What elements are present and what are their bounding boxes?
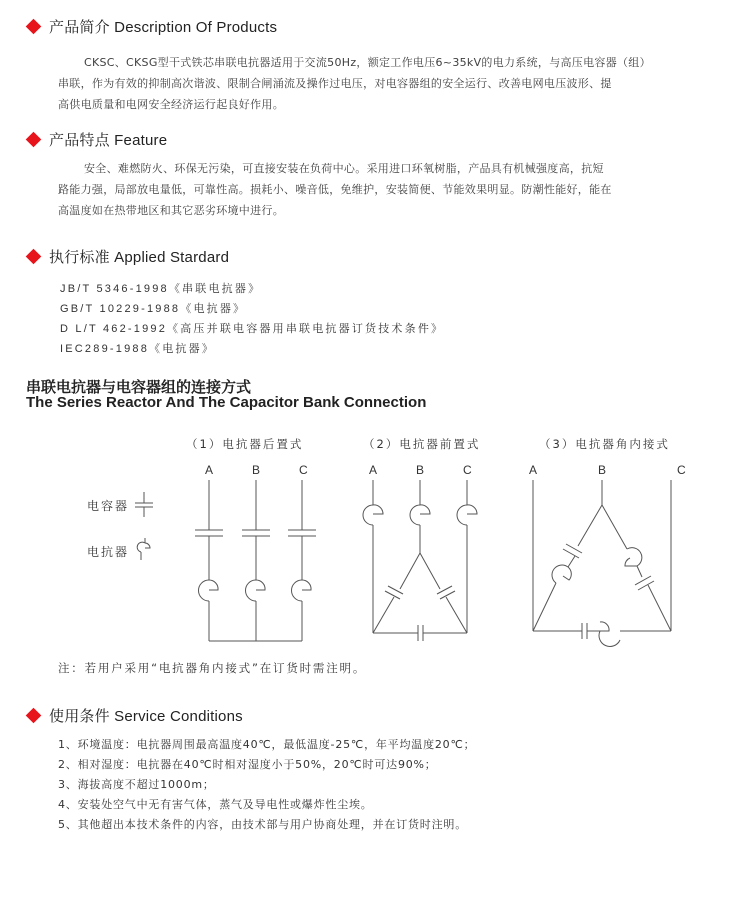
diamond-bullet-icon (26, 248, 42, 264)
phase-b-branch (242, 480, 270, 641)
diamond-bullet-icon (26, 707, 42, 723)
standard-item: GB/T 10229-1988《电抗器》 (60, 303, 247, 315)
diamond-bullet-icon (26, 131, 42, 147)
reactor-symbol-icon (137, 538, 150, 560)
text-line: CKSC、CKSG型干式铁芯串联电抗器适用于交流50Hz，额定工作电压6~35kV的电力系统，与高压电容器（组） (84, 56, 651, 69)
diagram-1-title: （1）电抗器后置式 (186, 437, 304, 451)
section-title: 执行标准 Applied Stardard (49, 248, 230, 266)
diagram-1-circuit (195, 480, 316, 641)
phase-label: B (416, 463, 425, 477)
section-header-conditions (26, 704, 243, 726)
section-header-standard (26, 245, 229, 267)
phase-c-branch (288, 480, 316, 641)
legend-capacitor-label: 电容器 (87, 499, 130, 513)
condition-item: 5、其他超出本技术条件的内容，由技术部与用户协商处理，并在订货时注明。 (58, 818, 467, 831)
description-paragraph (58, 52, 708, 115)
section-header-description (26, 15, 277, 37)
section-title: 使用条件 Service Conditions (49, 707, 243, 725)
standard-item: IEC289-1988《电抗器》 (60, 343, 216, 355)
condition-item: 2、相对湿度：电抗器在40℃时相对湿度小于50%，20℃时可达90%； (58, 758, 437, 771)
phase-label: C (299, 463, 308, 477)
capacitor-symbol-icon (135, 492, 153, 517)
phase-label: C (677, 463, 686, 477)
phase-label: B (598, 463, 607, 477)
section-title: 产品特点 Feature (49, 131, 168, 149)
phase-label: A (369, 463, 378, 477)
text-line: 串联，作为有效的抑制高次谐波、限制合闸涌流及操作过电压，对电容器组的安全运行、改善电网电压波形、提 (58, 77, 612, 90)
condition-item: 3、海拔高度不超过1000m； (58, 778, 215, 791)
phase-a-branch (195, 480, 223, 641)
phase-label: A (529, 463, 538, 477)
phase-label: C (463, 463, 472, 477)
connection-title-cn: 串联电抗器与电容器组的连接方式 (26, 379, 252, 396)
connection-title-en: The Series Reactor And The Capacitor Bank Connection (26, 394, 427, 411)
diagram-2-circuit (363, 480, 477, 641)
condition-item: 4、安装处空气中无有害气体，蒸气及导电性或爆炸性尘埃。 (58, 798, 373, 811)
section-title: 产品简介 Description Of Products (49, 18, 278, 36)
section-header-feature (26, 128, 167, 150)
diamond-bullet-icon (26, 18, 42, 34)
feature-paragraph (58, 158, 708, 221)
text-line: 高温度如在热带地区和其它恶劣环境中进行。 (58, 204, 284, 217)
standard-item: D L/T 462-1992《高压并联电容器用串联电抗器订货技术条件》 (60, 323, 445, 335)
diagram-3-title: （3）电抗器角内接式 (539, 437, 670, 451)
diagram-2-title: （2）电抗器前置式 (363, 437, 481, 451)
condition-item: 1、环境温度：电抗器周围最高温度40℃，最低温度-25℃，年平均温度20℃； (58, 738, 476, 751)
text-line: 安全、难燃防火、环保无污染，可直接安装在负荷中心。采用进口环氧树脂，产品具有机械强度高，抗短 (84, 162, 604, 175)
phase-label: A (205, 463, 214, 477)
phase-label: B (252, 463, 261, 477)
connection-note: 注：若用户采用“电抗器角内接式”在订货时需注明。 (58, 661, 367, 675)
standard-item: JB/T 5346-1998《串联电抗器》 (60, 283, 262, 295)
diagram-3-circuit (533, 480, 671, 646)
text-line: 路能力强，局部放电量低，可靠性高。损耗小、噪音低，免维护，安装简便、节能效果明显。防潮性能好，能在 (58, 183, 612, 196)
legend-reactor-label: 电抗器 (87, 545, 130, 559)
text-line: 高供电质量和电网安全经济运行起良好作用。 (58, 98, 284, 111)
